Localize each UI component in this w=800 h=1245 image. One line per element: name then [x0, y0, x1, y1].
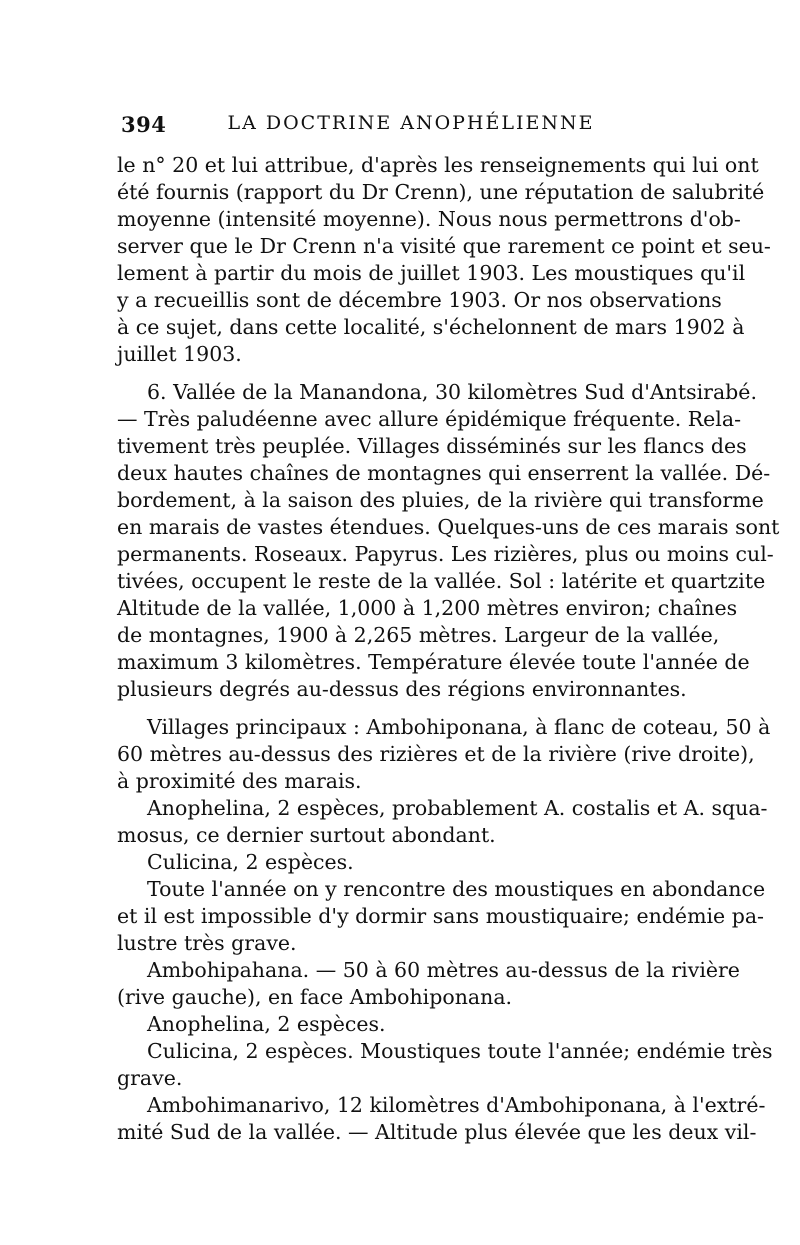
body-line: juillet 1903. — [117, 342, 242, 366]
body-line: Toute l'année on y rencontre des moustiques en abondance — [147, 877, 766, 901]
running-title: LA DOCTRINE ANOPHÉLIENNE — [227, 112, 595, 134]
body-line: — Très paludéenne avec allure épidémique fréquente. Rela- — [117, 407, 742, 431]
body-line: tivées, occupent le reste de la vallée. Sol : latérite et quartzite — [117, 569, 766, 593]
body-line: moyenne (intensité moyenne). Nous nous permettrons d'ob- — [117, 207, 741, 231]
body-line: lement à partir du mois de juillet 1903. Les moustiques qu'il — [117, 261, 746, 285]
body-line: de montagnes, 1900 à 2,265 mètres. Largeur de la vallée, — [117, 623, 720, 647]
body-line: Culicina, 2 espèces. — [147, 850, 354, 874]
page-header — [121, 112, 681, 142]
body-line: à proximité des marais. — [117, 769, 362, 793]
body-line: 60 mètres au-dessus des rizières et de la rivière (rive droite), — [117, 742, 755, 766]
body-line: deux hautes chaînes de montagnes qui enserrent la vallée. Dé- — [117, 461, 771, 485]
body-line: mité Sud de la vallée. — Altitude plus élevée que les deux vil- — [117, 1120, 757, 1144]
body-line: à ce sujet, dans cette localité, s'échelonnent de mars 1902 à — [117, 315, 745, 339]
body-line: Anophelina, 2 espèces, probablement A. costalis et A. squa- — [147, 796, 768, 820]
body-line: lustre très grave. — [117, 931, 297, 955]
body-line: tivement très peuplée. Villages disséminés sur les flancs des — [117, 434, 747, 458]
body-line: Ambohipahana. — 50 à 60 mètres au-dessus de la rivière — [147, 958, 740, 982]
body-line: été fournis (rapport du Dr Crenn), une réputation de salubrité — [117, 180, 765, 204]
section-heading-line: 6. Vallée de la Manandona, 30 kilomètres Sud d'Antsirabé. — [147, 380, 757, 404]
body-line: le n° 20 et lui attribue, d'après les renseignements qui lui ont — [117, 153, 759, 177]
body-line: en marais de vastes étendues. Quelques-uns de ces marais sont — [117, 515, 780, 539]
body-line: server que le Dr Crenn n'a visité que rarement ce point et seu- — [117, 234, 771, 258]
body-line: Ambohimanarivo, 12 kilomètres d'Ambohiponana, à l'extré- — [147, 1093, 766, 1117]
body-line: plusieurs degrés au-dessus des régions environnantes. — [117, 677, 687, 701]
body-line: permanents. Roseaux. Papyrus. Les rizières, plus ou moins cul- — [117, 542, 774, 566]
body-line: (rive gauche), en face Ambohiponana. — [117, 985, 513, 1009]
body-line: Anophelina, 2 espèces. — [147, 1012, 386, 1036]
body-line: y a recueillis sont de décembre 1903. Or nos observations — [117, 288, 722, 312]
body-line: Culicina, 2 espèces. Moustiques toute l'année; endémie très — [147, 1039, 773, 1063]
body-line: grave. — [117, 1066, 183, 1090]
body-line: Villages principaux : Ambohiponana, à flanc de coteau, 50 à — [147, 715, 771, 739]
body-line: mosus, ce dernier surtout abondant. — [117, 823, 496, 847]
body-line: maximum 3 kilomètres. Température élevée toute l'année de — [117, 650, 750, 674]
body-line: bordement, à la saison des pluies, de la rivière qui transforme — [117, 488, 764, 512]
body-line: et il est impossible d'y dormir sans moustiquaire; endémie pa- — [117, 904, 764, 928]
body-line: Altitude de la vallée, 1,000 à 1,200 mètres environ; chaînes — [117, 596, 738, 620]
page-number: 394 — [121, 112, 167, 137]
